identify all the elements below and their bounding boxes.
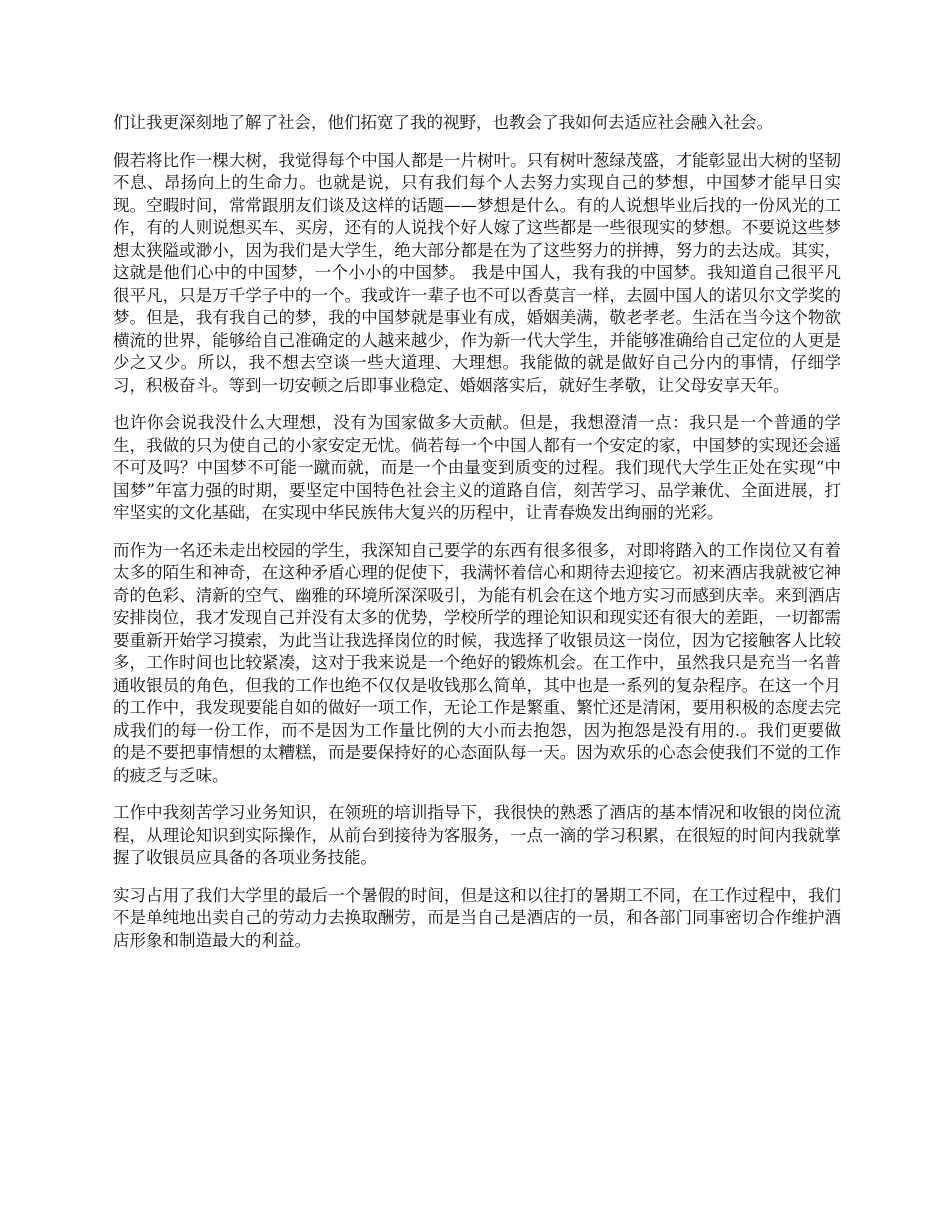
paragraph-4: 而作为一名还未走出校园的学生，我深知自己要学的东西有很多很多，对即将踏入的工作岗位又有着太多的陌生和神奇，在这种矛盾心理的促使下，我满怀着信心和期待去迎接它。初来酒店我就被它神奇的色彩、清新的空气、幽雅的环境所深深吸引，为能有机会在这个地方实习而感到庆幸。来到酒店安排岗位，我才发现自己并没有太多的优势，学校所学的理论知识和现实还有很大的差距，一切都需要重新开始学习摸索，为此当让我选择岗位的时候，我选择了收银员这一岗位，因为它接触客人比较多，工作时间也比较紧凑，这对于我来说是一个绝好的锻炼机会。在工作中，虽然我只是充当一名普通收银员的角色，但我的工作也绝不仅仅是收钱那么简单，其中也是一系列的复杂程序。在这一个月的工作中，我发现要能自如的做好一项工作，无论工作是繁重、繁忙还是清闲，要用积极的态度去完成我们的每一份工作，而不是因为工作量比例的大小而去抱怨，因为抱怨是没有用的.。我们更要做的是不要把事情想的太糟糕，而是要保持好的心态面队每一天。因为欢乐的心态会使我们不觉的工作的疲乏与乏味。 — [113, 540, 841, 785]
paragraph-1: 们让我更深刻地了解了社会，他们拓宽了我的视野，也教会了我如何去适应社会融入社会。 — [113, 113, 773, 132]
paragraph-3: 也许你会说我没什么大理想，没有为国家做多大贡献。但是，我想澄清一点：我只是一个普通的学生，我做的只为使自己的小家安定无忧。倘若每一个中国人都有一个安定的家，中国梦的实现还会遥不可及吗？中国梦不可能一蹴而就，而是一个由量变到质变的过程。我们现代大学生正处在实现“中国梦”年富力强的时期，要坚定中国特色社会主义的道路自信，刻苦学习、品学兼优、全面进展，打牢坚实的文化基础，在实现中华民族伟大复兴的历程中，让青春焕发出绚丽的光彩。 — [113, 413, 841, 522]
paragraph-5: 工作中我刻苦学习业务知识，在领班的培训指导下，我很快的熟悉了酒店的基本情况和收银的岗位流程，从理论知识到实际操作，从前台到接待为客服务，一点一滴的学习积累，在很短的时间内我就掌握了收银员应具备的各项业务技能。 — [113, 803, 841, 867]
document-body — [113, 112, 841, 967]
paragraph-6: 实习占用了我们大学里的最后一个暑假的时间，但是这和以往打的暑期工不同，在工作过程中，我们不是单纯地出卖自己的劳动力去换取酬劳，而是当自己是酒店的一员，和各部门同事密切合作维护酒店形象和制造最大的利益。 — [113, 885, 841, 950]
paragraph-2: 假若将比作一棵大树，我觉得每个中国人都是一片树叶。只有树叶葱绿茂盛，才能彰显出大树的坚韧不息、昂扬向上的生命力。也就是说，只有我们每个人去努力实现自己的梦想，中国梦才能早日实现。空暇时间，常常跟朋友们谈及这样的话题——梦想是什么。有的人说想毕业后找的一份风光的工作，有的人则说想买车、买房，还有的人说找个好人嫁了这些都是一些很现实的梦想。不要说这些梦想太狭隘或渺小，因为我们是大学生，绝大部分都是在为了这些努力的拼搏，努力的去达成。其实，这就是他们心中的中国梦，一个小小的中国梦。 我是中国人，我有我的中国梦。我知道自己很平凡很平凡，只是万千学子中的一个。我或许一辈子也不可以香莫言一样，去圆中国人的诺贝尔文学奖的梦。但是，我有我自己的梦，我的中国梦就是事业有成，婚姻美满，敬老孝老。生活在当今这个物欲横流的世界，能够给自己准确定的人越来越少，作为新一代大学生，并能够准确给自己定位的人更是少之又少。所以，我不想去空谈一些大道理、大理想。我能做的就是做好自己分内的事情，仔细学习，积极奋斗。等到一切安顿之后即事业稳定、婚姻落实后，就好生孝敬，让父母安享天年。 — [113, 150, 841, 395]
